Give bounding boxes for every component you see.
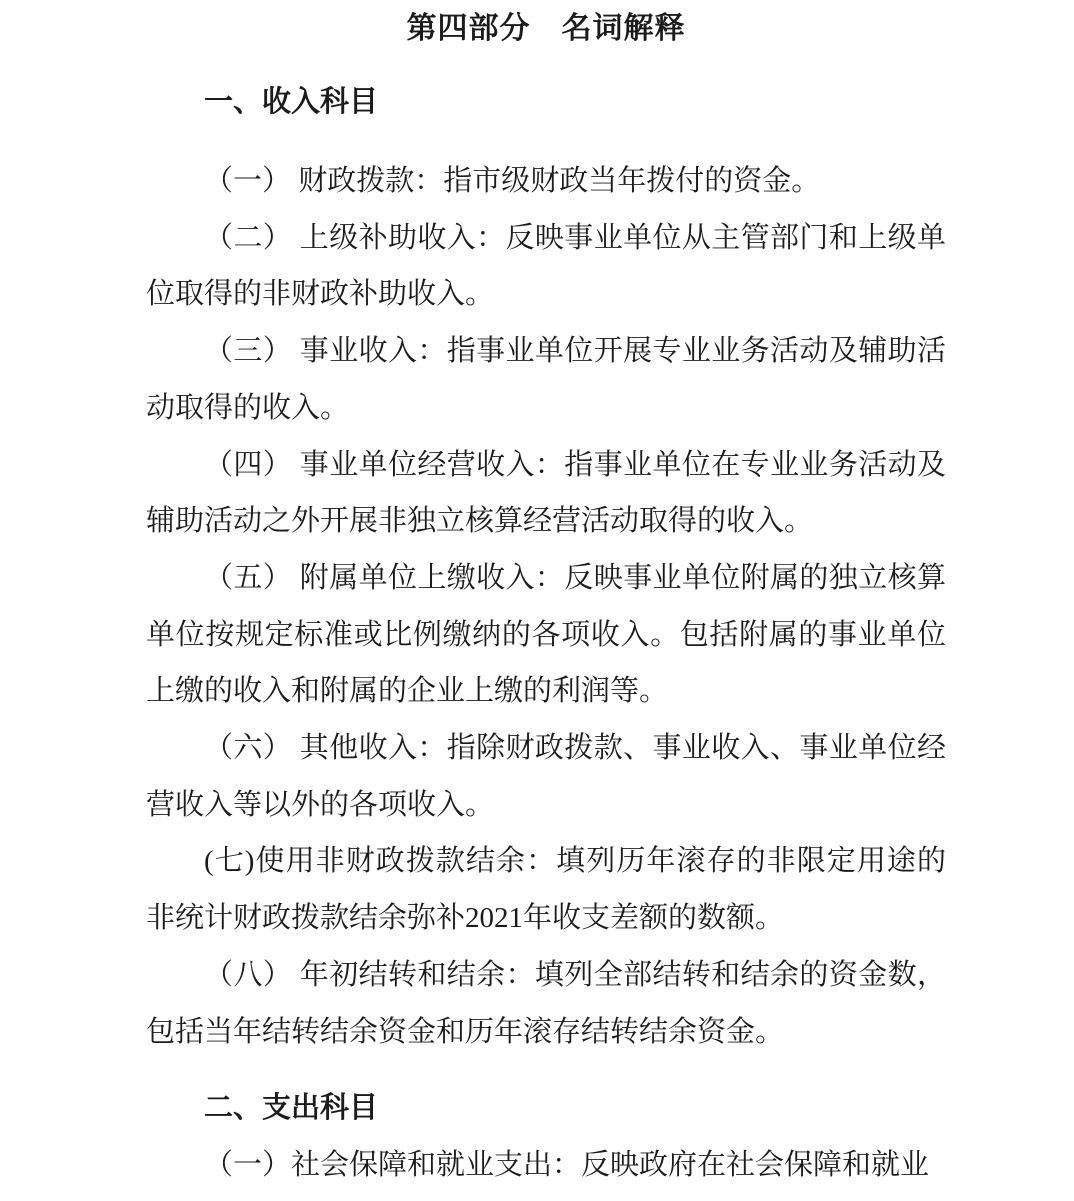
paragraph-income-4: （四） 事业单位经营收入：指事业单位在专业业务活动及辅助活动之外开展非独立核算经营活动取得的收入。 [146, 448, 946, 538]
paragraph-income-1: （一） 财政拨款：指市级财政当年拨付的资金。 [204, 165, 821, 197]
paragraph-income-6: （六） 其他收入：指除财政拨款、事业收入、事业单位经营收入等以外的各项收入。 [146, 732, 946, 821]
section-heading-expenditure: 二、支出科目 [204, 1092, 379, 1125]
document-title: 第四部分 名词解释 [406, 12, 686, 45]
paragraph-income-3: （三） 事业收入：指事业单位开展专业业务活动及辅助活动取得的收入。 [146, 335, 946, 424]
paragraph-expenditure-1: （一）社会保障和就业支出：反映政府在社会保障和就业 [204, 1149, 930, 1182]
paragraph-income-7: (七)使用非财政拨款结余：填列历年滚存的非限定用途的非统计财政拨款结余弥补2021年收支差额的数额。 [146, 845, 946, 935]
paragraph-income-2: （二） 上级补助收入：反映事业单位从主管部门和上级单位取得的非财政补助收入。 [146, 221, 946, 311]
paragraph-income-5: （五） 附属单位上缴收入：反映事业单位附属的独立核算单位按规定标准或比例缴纳的各项收入。包括附属的事业单位上缴的收入和附属的企业上缴的利润等。 [146, 561, 946, 708]
paragraph-income-8: （八） 年初结转和结余：填列全部结转和结余的资金数，包括当年结转结余资金和历年滚存结转结余资金。 [146, 958, 946, 1048]
section-heading-income: 一、收入科目 [204, 86, 379, 118]
